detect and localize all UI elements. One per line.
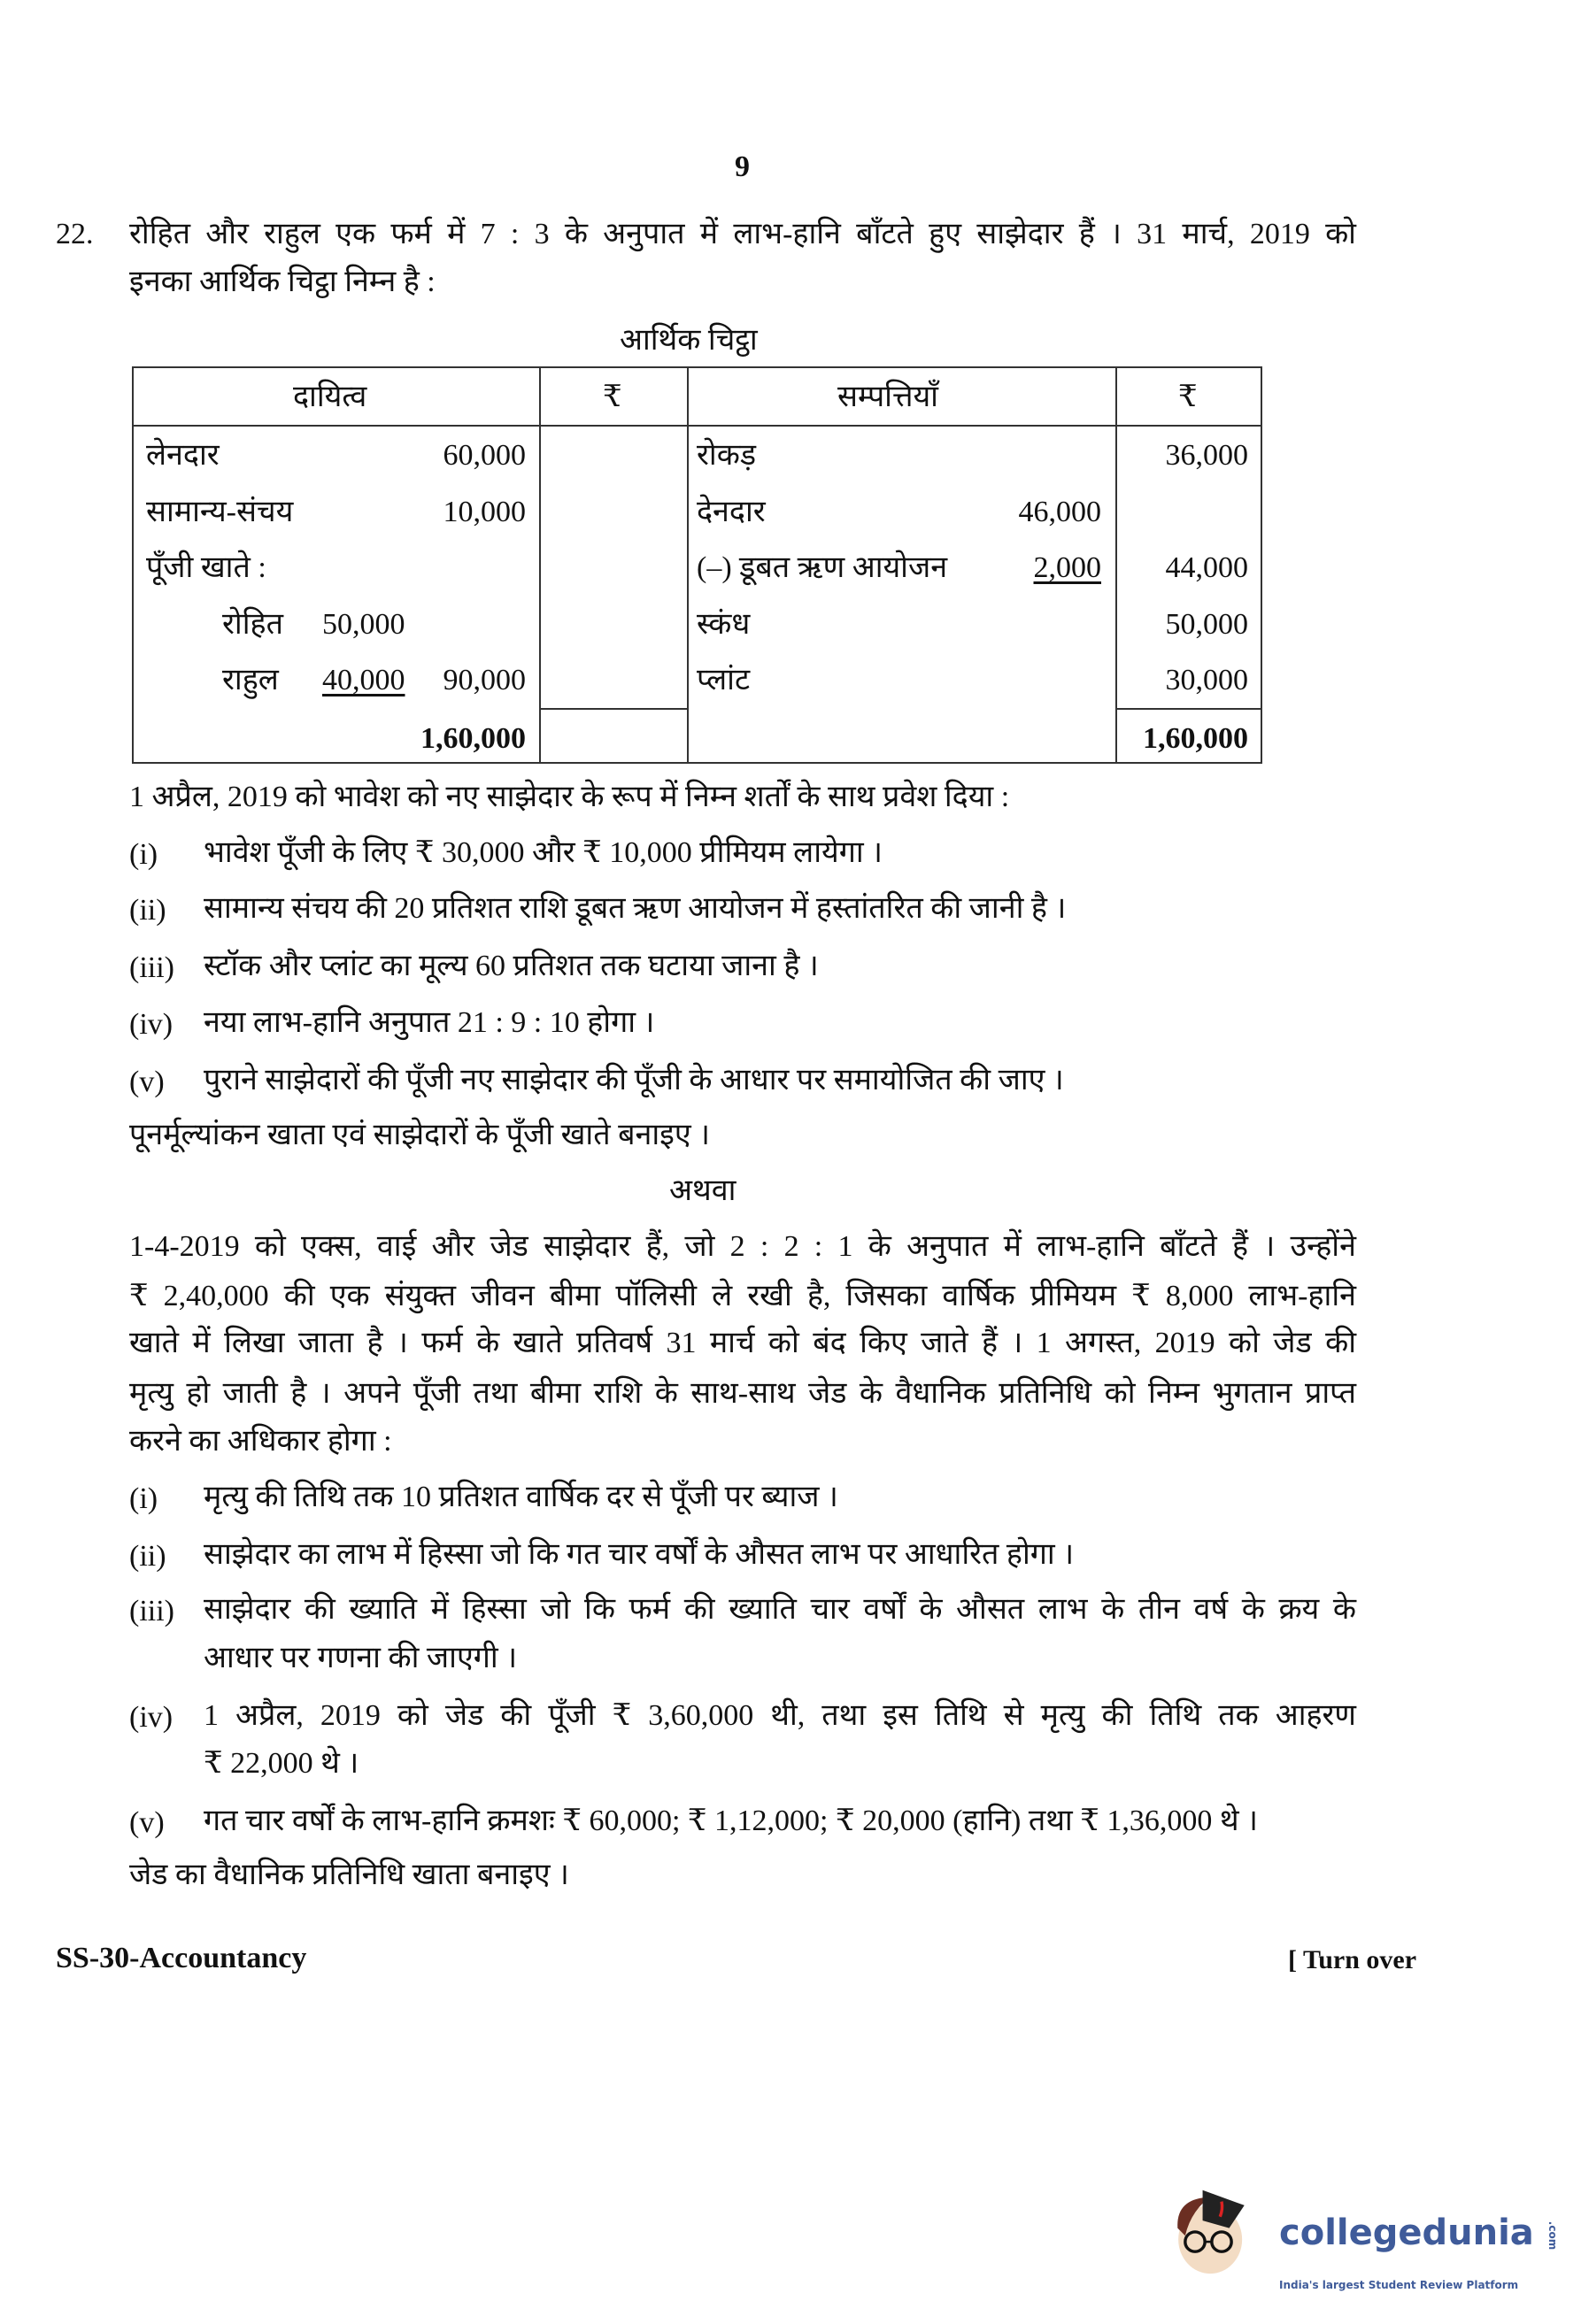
term-text: पुराने साझेदारों की पूँजी नए साझेदार की पूँजी के आधार पर समायोजित की जाए । [204, 1064, 1064, 1097]
watermark-tagline: India's largest Student Review Platform [1279, 2279, 1519, 2291]
liability-label: पूँजी खाते : [146, 551, 266, 584]
asset-amount: 44,000 [1165, 551, 1248, 584]
question-number: 22. [56, 218, 94, 250]
term-text: मृत्यु की तिथि तक 10 प्रतिशत वार्षिक दर से पूँजी पर ब्याज । [204, 1481, 838, 1513]
question-intro-line2: इनका आर्थिक चिट्ठा निम्न है : [129, 265, 436, 298]
liability-amount: 10,000 [443, 496, 526, 528]
mascot-logo-icon [1168, 2166, 1275, 2286]
asset-amount: 50,000 [1165, 608, 1248, 641]
liability-sub-amount: 40,000 [322, 664, 405, 696]
watermark-suffix: .com [1546, 2220, 1560, 2251]
term-number: (iii) [129, 951, 174, 984]
footer-paper-code: SS-30-Accountancy [56, 1942, 307, 1974]
term-text-continued: आधार पर गणना की जाएगी । [204, 1642, 518, 1674]
term-text-continued: ₹ 22,000 थे । [204, 1747, 359, 1780]
balance-sheet-table [132, 366, 1262, 764]
term-text: गत चार वर्षों के लाभ-हानि क्रमशः ₹ 60,000; ₹ 1,12,000; ₹ 20,000 (हानि) तथा ₹ 1,36,000 थे । [204, 1805, 1258, 1837]
or-heading: अथवा [669, 1174, 737, 1207]
term-text: स्टॉक और प्लांट का मूल्य 60 प्रतिशत तक घटाया जाना है । [204, 950, 819, 982]
admission-intro: 1 अप्रैल, 2019 को भावेश को नए साझेदार के रूप में निम्न शर्तों के साथ प्रवेश दिया : [129, 781, 1010, 813]
instruction-1: पूनर्मूल्यांकन खाता एवं साझेदारों के पूँजी खाते बनाइए । [129, 1119, 711, 1151]
alt-paragraph-line: ₹ 2,40,000 की एक संयुक्त जीवन बीमा पॉलिसी ले रखी है, जिसका वार्षिक प्रीमियम ₹ 8,000 लाभ-हानि [129, 1280, 1356, 1312]
liability-label: रोहित [222, 608, 283, 641]
term-text: सामान्य संचय की 20 प्रतिशत राशि डूबत ऋण आयोजन में हस्तांतरित की जानी है । [204, 892, 1067, 925]
liability-sub-amount: 50,000 [322, 608, 405, 641]
header-rupee-1: ₹ [603, 381, 622, 413]
term-text: भावेश पूँजी के लिए ₹ 30,000 और ₹ 10,000 प्रीमियम लायेगा । [204, 836, 883, 869]
liability-amount: 60,000 [443, 439, 526, 472]
alt-paragraph-line: मृत्यु हो जाती है । अपने पूँजी तथा बीमा राशि के साथ-साथ जेड के वैधानिक प्रतिनिधि को निम्न भुगतान प्राप्त [129, 1377, 1356, 1410]
term-number: (iii) [129, 1595, 174, 1628]
asset-label: रोकड़ [697, 439, 757, 472]
watermark-brand: collegedunia [1279, 2212, 1534, 2253]
alt-paragraph-line: 1-4-2019 को एक्स, वाई और जेड साझेदार हैं, जो 2 : 2 : 1 के अनुपात में लाभ-हानि बाँटते हैं । उन्होंने [129, 1230, 1356, 1263]
alt-paragraph-line: खाते में लिखा जाता है । फर्म के खाते प्रतिवर्ष 31 मार्च को बंद किए जाते हैं । 1 अगस्त, 2019 को जेड की [129, 1327, 1356, 1359]
asset-sub-amount: 46,000 [1018, 496, 1101, 528]
term-number: (ii) [129, 894, 166, 927]
term-number: (ii) [129, 1540, 166, 1573]
term-number: (iv) [129, 1008, 174, 1041]
asset-label: (–) डूबत ऋण आयोजन [697, 551, 948, 584]
term-number: (i) [129, 1482, 158, 1515]
footer-turn-over: [ Turn over [1288, 1945, 1417, 1974]
question-intro-line1: रोहित और राहुल एक फर्म में 7 : 3 के अनुपात में लाभ-हानि बाँटते हुए साझेदार हैं । 31 मार्च, 2019 को [129, 218, 1356, 250]
alt-paragraph-line: करने का अधिकार होगा : [129, 1425, 392, 1458]
term-text: नया लाभ-हानि अनुपात 21 : 9 : 10 होगा । [204, 1006, 655, 1039]
collegedunia-watermark [1168, 2166, 1567, 2291]
term-number: (i) [129, 838, 158, 871]
asset-amount: 30,000 [1165, 664, 1248, 696]
asset-label: प्लांट [697, 664, 751, 696]
page-number: 9 [735, 150, 750, 183]
liability-label: राहुल [222, 664, 279, 696]
liability-label: लेनदार [146, 439, 220, 472]
liability-amount: 90,000 [443, 664, 526, 696]
term-number: (v) [129, 1806, 165, 1839]
term-text: साझेदार का लाभ में हिस्सा जो कि गत चार वर्षों के औसत लाभ पर आधारित होगा । [204, 1538, 1075, 1571]
balance-sheet-title: आर्थिक चिट्ठा [620, 324, 758, 357]
term-text: साझेदार की ख्याति में हिस्सा जो कि फर्म की ख्याति चार वर्षों के औसत लाभ के तीन वर्ष के क्रय के [204, 1593, 1356, 1626]
header-rupee-2: ₹ [1178, 381, 1198, 413]
header-liabilities: दायित्व [293, 381, 367, 413]
term-text: 1 अप्रैल, 2019 को जेड की पूँजी ₹ 3,60,000 थी, तथा इस तिथि से मृत्यु की तिथि तक आहरण [204, 1699, 1356, 1732]
asset-label: देनदार [697, 496, 766, 528]
asset-label: स्कंध [697, 608, 751, 641]
term-number: (iv) [129, 1701, 174, 1734]
header-assets: सम्पत्तियाँ [837, 381, 938, 413]
total-liabilities: 1,60,000 [420, 722, 526, 755]
liability-label: सामान्य-संचय [146, 496, 294, 528]
total-assets: 1,60,000 [1143, 722, 1248, 755]
instruction-2: जेड का वैधानिक प्रतिनिधि खाता बनाइए । [129, 1858, 569, 1891]
asset-sub-amount: 2,000 [1033, 551, 1101, 584]
term-number: (v) [129, 1066, 165, 1098]
asset-amount: 36,000 [1165, 439, 1248, 472]
